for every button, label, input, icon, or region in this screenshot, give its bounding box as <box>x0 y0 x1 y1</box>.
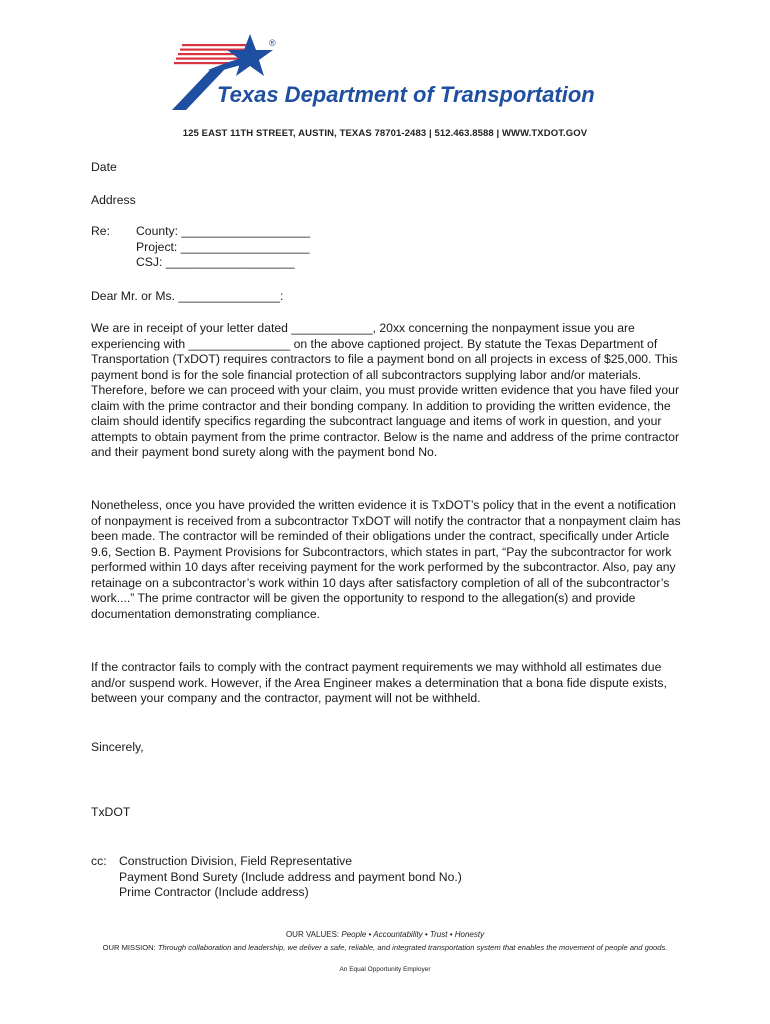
re-label: Re: <box>91 224 110 238</box>
cc-item: Construction Division, Field Representative <box>119 854 353 868</box>
address-line: Address <box>91 193 136 207</box>
org-name: Texas Department of Transportation <box>217 82 595 107</box>
mission-label: OUR MISSION: <box>102 943 156 952</box>
closing: Sincerely, <box>91 740 144 754</box>
re-county: County: ___________________ <box>136 224 311 238</box>
values-label: OUR VALUES: <box>285 930 340 939</box>
cc-item: Payment Bond Surety (Include address and payment bond No.) <box>119 869 462 884</box>
txdot-logo <box>172 30 602 116</box>
footer-values <box>0 930 770 939</box>
re-csj: CSJ: ___________________ <box>136 255 295 269</box>
footer-mission <box>0 943 770 952</box>
paragraph-1: We are in receipt of your letter dated ____________, 20xx concerning the nonpayment issue you are experiencing with _______________ on the above captioned project. By statute the Texas Department of Transportation (TxDOT) requires contractors to file a payment bond on all projects in excess of $25,000. This payment bond is for the sole financial protection of all subcontractors supplying labor and/or materials. Therefore, before we can proceed with your claim, you must provide written evidence that you have filed your claim with the prime contractor and their bonding company. In addition to providing the written evidence, the claim should identify specifics regarding the subcontract language and items of work in question, and your attempts to obtain payment from the prime contractor. Below is the name and address of the prime contractor and their payment bond surety along with the payment bond No. <box>91 321 680 459</box>
header-address: 125 EAST 11TH STREET, AUSTIN, TEXAS 78701-2483 | 512.463.8588 | WWW.TXDOT.GOV <box>182 128 588 139</box>
cc-label: cc: <box>91 854 107 868</box>
re-lines <box>136 224 310 271</box>
paragraph-2: Nonetheless, once you have provided the written evidence it is TxDOT’s policy that in the event a notification of nonpayment is received from a subcontractor TxDOT will notify the contractor that a nonpayment claim has been made. The contractor will be reminded of their obligations under the contract, specifically under Article 9.6, Section B. Payment Provisions for Subcontractors, which states in part, “Pay the subcontractor for work performed within 10 days after receiving payment for the work performed by the subcontractor. Also, pay any retainage on a subcontractor’s work within 10 days after satisfactory completion of all of the subcontractor’s work....” The prime contractor will be given the opportunity to respond to the allegation(s) and provide documentation demonstrating compliance. <box>91 498 681 621</box>
footer-eoe: An Equal Opportunity Employer <box>339 966 431 973</box>
paragraph-3: If the contractor fails to comply with the contract payment requirements we may withhold all estimates due and/or suspend work. However, if the Area Engineer makes a determination that a bona fide dispute exists, between your company and the contractor, payment will not be withheld. <box>91 660 667 705</box>
values-text: People • Accountability • Trust • Honesty <box>341 930 485 939</box>
cc-lines <box>119 854 462 901</box>
re-project: Project: ___________________ <box>136 239 310 254</box>
salutation: Dear Mr. or Ms. _______________: <box>91 289 284 303</box>
date-line: Date <box>91 160 117 174</box>
signature: TxDOT <box>91 805 131 819</box>
cc-item: Prime Contractor (Include address) <box>119 885 309 899</box>
txdot-star-swoosh-icon <box>172 30 602 116</box>
registered-mark: ® <box>269 38 276 48</box>
mission-text: Through collaboration and leadership, we deliver a safe, reliable, and integrated transportation system that enables the movement of people and goods. <box>157 943 668 952</box>
